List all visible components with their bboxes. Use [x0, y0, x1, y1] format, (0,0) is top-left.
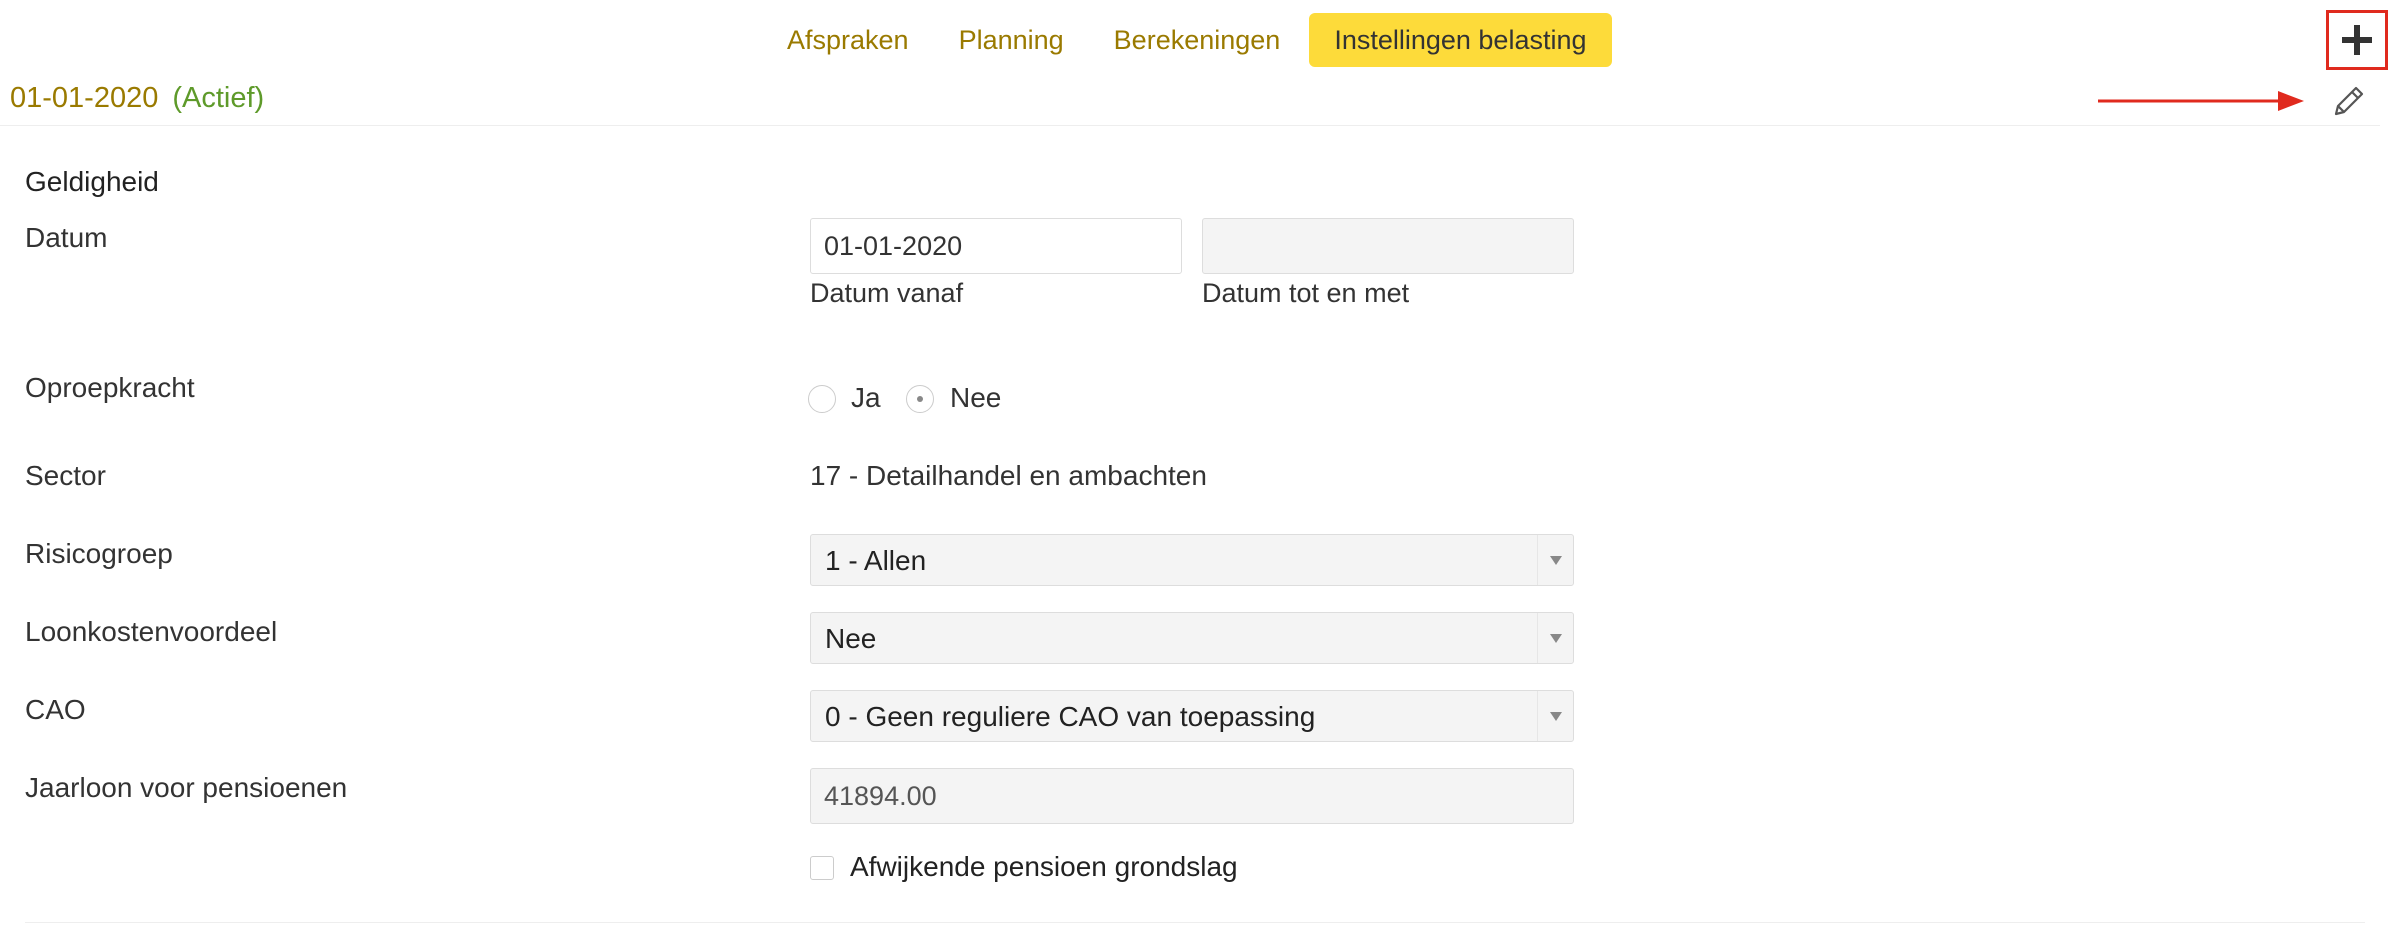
datum-tot-label: Datum tot en met	[1202, 278, 1410, 308]
plus-icon	[2342, 25, 2372, 55]
loonkostenvoordeel-select[interactable]	[810, 612, 1574, 664]
tab-berekeningen[interactable]: Berekeningen	[1113, 25, 1281, 55]
header-divider	[0, 125, 2380, 126]
period-date: 01-01-2020	[10, 82, 159, 114]
jaarloon-input[interactable]: 41894.00	[810, 768, 1574, 824]
oproepkracht-nee-label: Nee	[950, 382, 1002, 413]
loonkostenvoordeel-label: Loonkostenvoordeel	[25, 616, 278, 647]
bottom-divider	[25, 922, 2365, 923]
cao-dropdown-toggle[interactable]	[1537, 691, 1573, 741]
cao-label: CAO	[25, 694, 86, 725]
chevron-down-icon	[1550, 712, 1562, 721]
jaarloon-label: Jaarloon voor pensioenen	[25, 772, 348, 803]
oproepkracht-label: Oproepkracht	[25, 372, 195, 403]
datum-vanaf-input[interactable]: 01-01-2020	[810, 218, 1182, 274]
period-status: (Actief)	[172, 82, 265, 114]
sector-value: 17 - Detailhandel en ambachten	[810, 460, 1207, 491]
add-period-button[interactable]	[2326, 10, 2388, 70]
cao-select[interactable]	[810, 690, 1574, 742]
loonkostenvoordeel-value: Nee	[825, 623, 877, 654]
datum-label: Datum	[25, 222, 108, 253]
risicogroep-select[interactable]	[810, 534, 1574, 586]
risicogroep-dropdown-toggle[interactable]	[1537, 535, 1573, 585]
tab-afspraken[interactable]: Afspraken	[787, 25, 909, 55]
section-title: Geldigheid	[25, 166, 159, 197]
oproepkracht-nee-radio[interactable]	[906, 385, 934, 413]
afwijkende-pensioen-checkbox[interactable]	[810, 856, 834, 880]
pencil-icon[interactable]	[2330, 82, 2368, 120]
oproepkracht-ja-radio[interactable]	[808, 385, 836, 413]
arrow-right-icon	[2098, 90, 2304, 112]
sector-label: Sector	[25, 460, 106, 491]
chevron-down-icon	[1550, 556, 1562, 565]
datum-vanaf-label: Datum vanaf	[810, 278, 964, 308]
risicogroep-label: Risicogroep	[25, 538, 173, 569]
afwijkende-pensioen-label: Afwijkende pensioen grondslag	[850, 851, 1238, 882]
nav-tabs	[762, 13, 1612, 67]
risicogroep-value: 1 - Allen	[825, 545, 927, 576]
tab-instellingen-belasting[interactable]: Instellingen belasting	[1309, 13, 1611, 67]
cao-value: 0 - Geen reguliere CAO van toepassing	[825, 701, 1316, 732]
tab-planning[interactable]: Planning	[958, 25, 1064, 55]
period-header	[10, 78, 264, 118]
datum-tot-input[interactable]	[1202, 218, 1574, 274]
loonkostenvoordeel-dropdown-toggle[interactable]	[1537, 613, 1573, 663]
oproepkracht-ja-label: Ja	[851, 382, 881, 413]
chevron-down-icon	[1550, 634, 1562, 643]
